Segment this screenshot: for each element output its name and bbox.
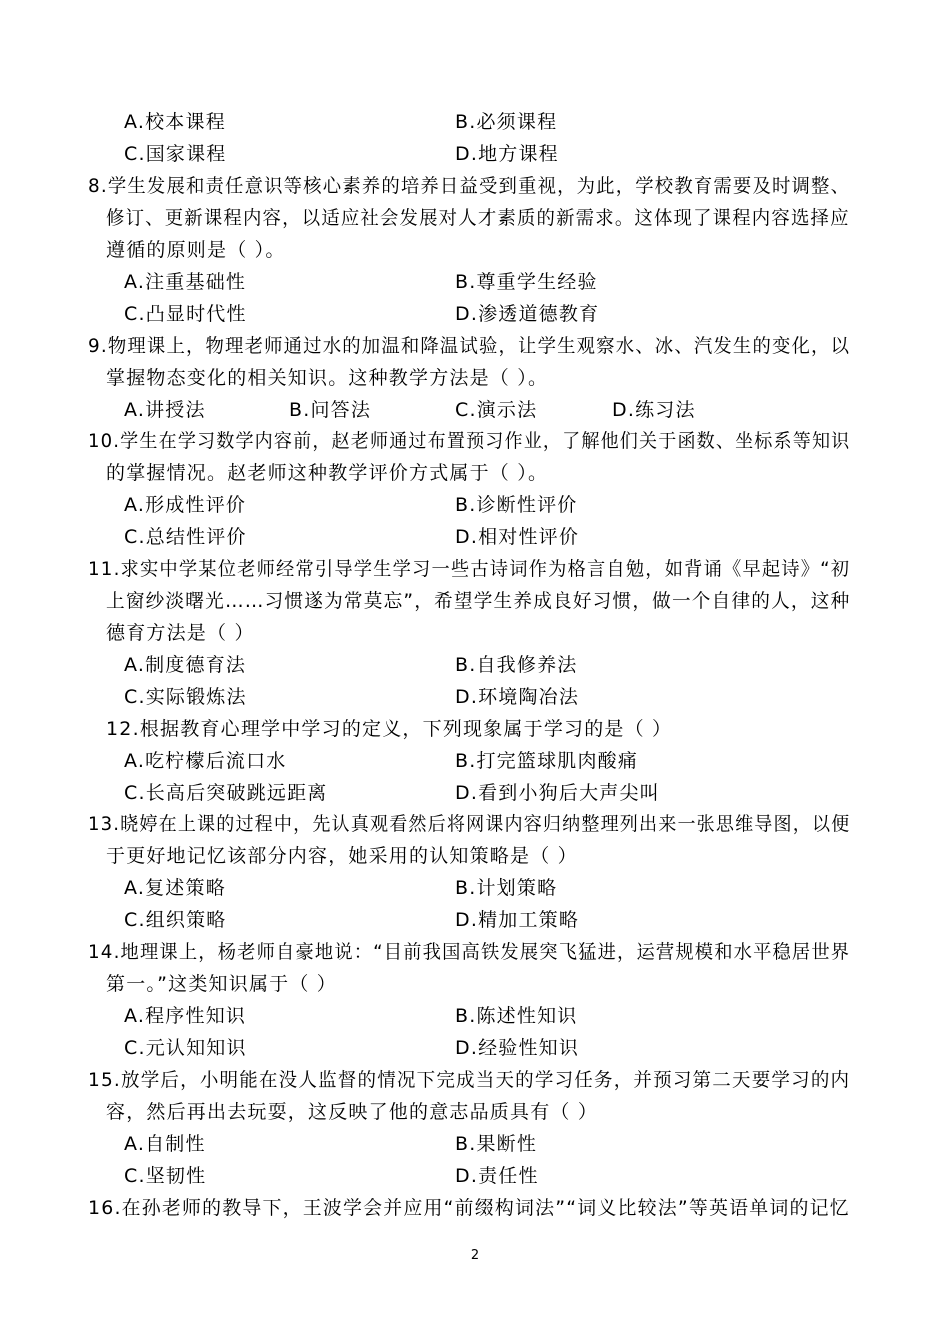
q8-option-d: D.渗透道德教育	[455, 303, 600, 325]
q13-stem-line1: 13.晓婷在上课的过程中，先认真观看然后将网课内容归纳整理列出来一张思维导图，以便	[88, 813, 851, 835]
q9-stem-line1: 9.物理课上，物理老师通过水的加温和降温试验，让学生观察水、冰、汽发生的变化，以	[88, 335, 851, 357]
q12-stem-line1: 12.根据教育心理学中学习的定义，下列现象属于学习的是（ ）	[106, 718, 673, 740]
q12-option-d: D.看到小狗后大声尖叫	[455, 782, 660, 804]
q9-option-c: C.演示法	[455, 399, 538, 421]
q7-option-b: B.必须课程	[455, 111, 558, 133]
q7-option-c: C.国家课程	[124, 143, 227, 165]
q13-stem-line2: 于更好地记忆该部分内容，她采用的认知策略是（ ）	[106, 845, 578, 867]
q9-option-a: A.讲授法	[124, 399, 206, 421]
q8-option-a: A.注重基础性	[124, 271, 247, 293]
q12-option-c: C.长高后突破跳远距离	[124, 782, 328, 804]
q7-option-a: A.校本课程	[124, 111, 226, 133]
q15-option-b: B.果断性	[455, 1133, 538, 1155]
q11-stem-line3: 德育方法是（ ）	[106, 622, 255, 644]
q15-option-a: A.自制性	[124, 1133, 206, 1155]
q10-option-b: B.诊断性评价	[455, 494, 578, 516]
q8-stem-line3: 遵循的原则是（ ）。	[106, 239, 286, 261]
q15-option-c: C.坚韧性	[124, 1165, 207, 1187]
q11-option-c: C.实际锻炼法	[124, 686, 247, 708]
q13-option-b: B.计划策略	[455, 877, 558, 899]
q10-stem-line2: 的掌握情况。赵老师这种教学评价方式属于（ ）。	[106, 462, 549, 484]
q7-option-d: D.地方课程	[455, 143, 559, 165]
q10-option-d: D.相对性评价	[455, 526, 580, 548]
q15-option-d: D.责任性	[455, 1165, 539, 1187]
q11-option-d: D.环境陶冶法	[455, 686, 580, 708]
q11-stem-line2: 上窗纱淡曙光……习惯遂为常莫忘”，希望学生养成良好习惯，做一个自律的人，这种	[106, 590, 851, 612]
q14-stem-line2: 第一。”这类知识属于（ ）	[106, 973, 337, 995]
q9-stem-line2: 掌握物态变化的相关知识。这种教学方法是（ ）。	[106, 367, 549, 389]
q11-stem-line1: 11.求实中学某位老师经常引导学生学习一些古诗词作为格言自勉，如背诵《早起诗》“初	[88, 558, 851, 580]
q9-option-d: D.练习法	[612, 399, 696, 421]
q10-option-a: A.形成性评价	[124, 494, 247, 516]
q13-option-d: D.精加工策略	[455, 909, 580, 931]
q8-stem-line1: 8.学生发展和责任意识等核心素养的培养日益受到重视，为此，学校教育需要及时调整、	[88, 175, 851, 197]
q15-stem-line1: 15.放学后，小明能在没人监督的情况下完成当天的学习任务，并预习第二天要学习的内	[88, 1069, 851, 1091]
q16-stem-line1: 16.在孙老师的教导下，王波学会并应用“前缀构词法”“词义比较法”等英语单词的记忆	[88, 1197, 850, 1219]
q14-option-c: C.元认知知识	[124, 1037, 247, 1059]
q14-option-b: B.陈述性知识	[455, 1005, 578, 1027]
q8-option-b: B.尊重学生经验	[455, 271, 598, 293]
q14-stem-line1: 14.地理课上，杨老师自豪地说：“目前我国高铁发展突飞猛进，运营规模和水平稳居世界	[88, 941, 851, 963]
q13-option-c: C.组织策略	[124, 909, 227, 931]
q8-option-c: C.凸显时代性	[124, 303, 247, 325]
q10-option-c: C.总结性评价	[124, 526, 247, 548]
page-number: 2	[470, 1248, 480, 1263]
q14-option-a: A.程序性知识	[124, 1005, 247, 1027]
q9-option-b: B.问答法	[289, 399, 372, 421]
q11-option-a: A.制度德育法	[124, 654, 247, 676]
q12-option-b: B.打完篮球肌肉酸痛	[455, 750, 639, 772]
q8-stem-line2: 修订、更新课程内容，以适应社会发展对人才素质的新需求。这体现了课程内容选择应	[106, 207, 850, 229]
q12-option-a: A.吃柠檬后流口水	[124, 750, 287, 772]
q13-option-a: A.复述策略	[124, 877, 226, 899]
q14-option-d: D.经验性知识	[455, 1037, 580, 1059]
q11-option-b: B.自我修养法	[455, 654, 578, 676]
q15-stem-line2: 容，然后再出去玩耍，这反映了他的意志品质具有（ ）	[106, 1101, 599, 1123]
q10-stem-line1: 10.学生在学习数学内容前，赵老师通过布置预习作业，了解他们关于函数、坐标系等知识	[88, 430, 851, 452]
